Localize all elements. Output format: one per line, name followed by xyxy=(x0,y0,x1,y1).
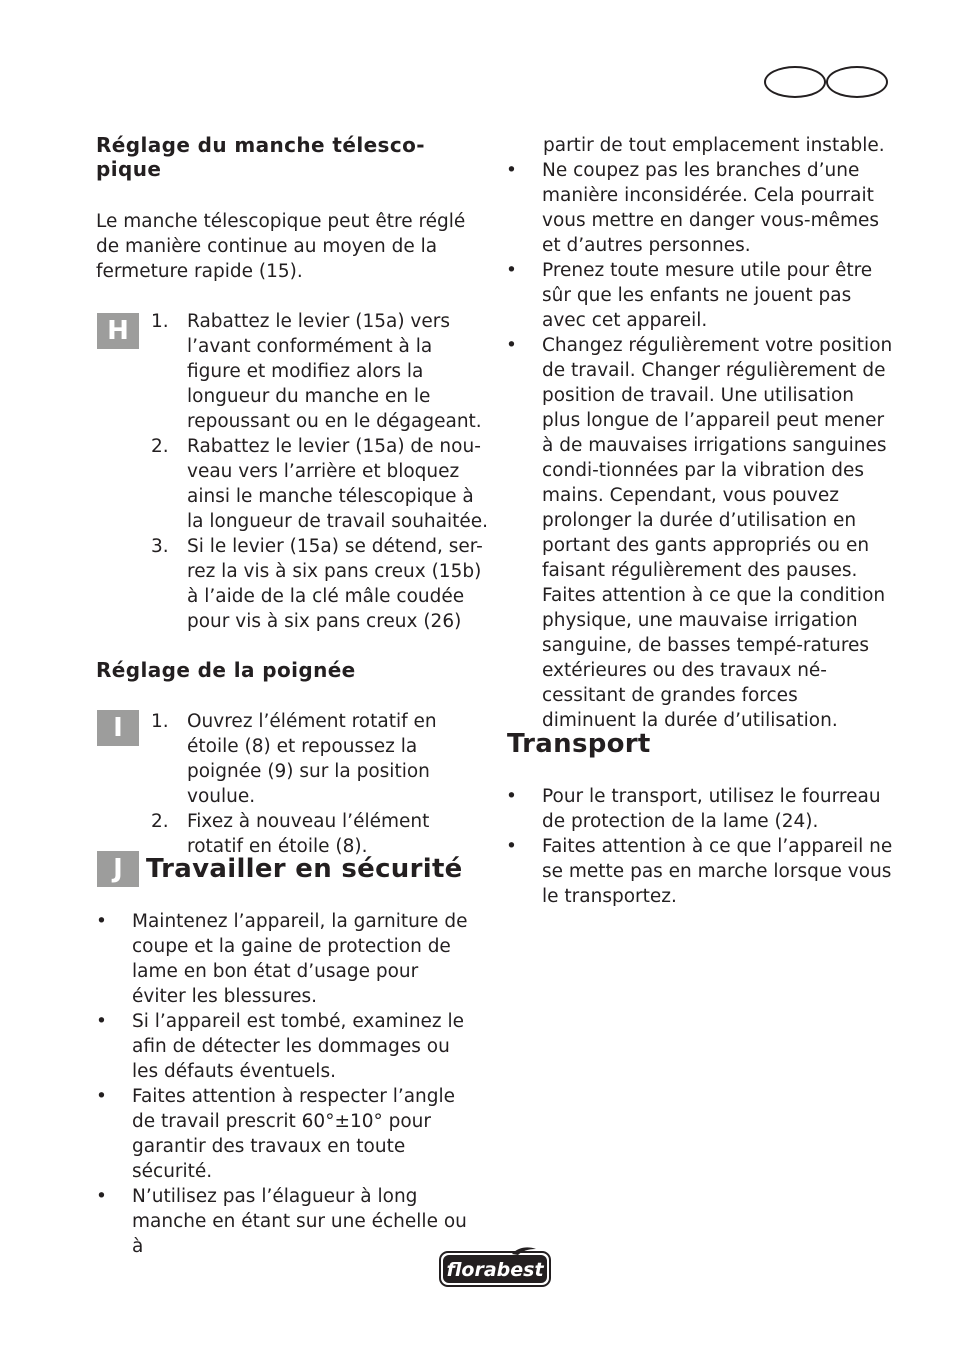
safety-right-item-2 xyxy=(506,258,894,333)
bullet-icon: • xyxy=(96,1011,107,1032)
telescopic-step-2 xyxy=(151,434,491,534)
telescopic-step-3 xyxy=(151,534,491,634)
bullet-text: Pour le transport, utilisez le fourreau de protection de la lame (24). xyxy=(542,786,881,832)
transport-item-2 xyxy=(506,834,894,909)
florabest-logo xyxy=(438,1246,552,1288)
transport-item-1 xyxy=(506,784,894,834)
steps-list-h xyxy=(151,309,491,634)
handle-step-2 xyxy=(151,809,491,859)
step-text: Rabattez le levier (15a) vers l’avant conformément à la figure et modifiez alors la longueur du manche en le repoussant ou en le dégageant. xyxy=(187,311,482,432)
safety-left-item-2 xyxy=(96,1009,472,1084)
bullet-icon: • xyxy=(506,335,517,356)
bullet-text: Ne coupez pas les branches d’une manière inconsidérée. Cela pourrait vous mettre en danger vous-mêmes et d’autres personnes. xyxy=(542,160,880,256)
bullet-icon: • xyxy=(506,160,517,181)
figure-label-h: H xyxy=(97,313,139,349)
heading-handle: Réglage de la poignée xyxy=(96,658,356,682)
logo-wordmark: florabest xyxy=(446,1259,544,1281)
safety-right-item-3 xyxy=(506,333,894,733)
bullet-icon: • xyxy=(506,260,517,281)
telescopic-step-1 xyxy=(151,309,491,434)
language-oval-left xyxy=(764,66,826,98)
transport-bullets xyxy=(506,784,894,909)
step-text: Fixez à nouveau l’élément rotatif en étoile (8). xyxy=(187,811,430,857)
safety-bullets-left xyxy=(96,909,472,1259)
handle-step-1 xyxy=(151,709,491,809)
step-number: 1. xyxy=(151,311,169,332)
step-text: Si le levier (15a) se détend, ser-rez la vis à six pans creux (15b) à l’aide de la clé mâle coudée pour vis à six pans creux (26) xyxy=(187,536,483,632)
bullet-icon: • xyxy=(96,1086,107,1107)
bullet-icon: • xyxy=(96,1186,107,1207)
step-number: 2. xyxy=(151,436,169,457)
safety-left-item-3 xyxy=(96,1084,472,1184)
continuation-line: partir de tout emplacement instable. xyxy=(543,135,885,156)
step-number: 1. xyxy=(151,711,169,732)
safety-left-item-4 xyxy=(96,1184,472,1259)
safety-left-item-1 xyxy=(96,909,472,1009)
step-text: Ouvrez l’élément rotatif en étoile (8) et repoussez la poignée (9) sur la position voulue. xyxy=(187,711,437,807)
heading-telescopic-handle: Réglage du manche télesco- pique xyxy=(96,133,425,181)
bullet-text: Faites attention à respecter l’angle de travail prescrit 60°±10° pour garantir des travaux en toute sécurité. xyxy=(132,1086,456,1182)
bullet-icon: • xyxy=(506,836,517,857)
safety-bullets-right xyxy=(506,158,894,733)
language-indicator xyxy=(764,66,890,100)
step-number: 2. xyxy=(151,811,169,832)
steps-list-i xyxy=(151,709,491,859)
intro-paragraph: Le manche télescopique peut être réglé de manière continue au moyen de la fermeture rapide (15). xyxy=(96,211,466,282)
bullet-icon: • xyxy=(506,786,517,807)
figure-label-j: J xyxy=(97,851,139,887)
figure-label-i: I xyxy=(97,710,139,746)
language-oval-right xyxy=(826,66,888,98)
heading-work-safely: Travailler en sécurité xyxy=(146,854,463,884)
bullet-text: N’utilisez pas l’élagueur à long manche en étant sur une échelle ou à xyxy=(132,1186,467,1257)
bullet-icon: • xyxy=(96,911,107,932)
bullet-text: Changez régulièrement votre position de travail. Changer régulièrement de position de travail. Une utilisation plus longue de l’appareil peut mener à de mauvaises irrigations sanguines condi-tionnées par la vibration des mains. Cependant, vous pouvez prolonger la durée d’utilisation en portant des gants appropriés ou en faisant régulièrement des pauses. Faites attention à ce que la condition physique, une mauvaise irrigation sanguine, de basses tempé-ratures extérieures ou des travaux né-cessitant de grandes forces diminuent la durée d’utilisation. xyxy=(542,335,893,731)
logo-graphic xyxy=(438,1246,552,1288)
bullet-text: Si l’appareil est tombé, examinez le afin de détecter les dommages ou les défauts éventuels. xyxy=(132,1011,465,1082)
heading-transport: Transport xyxy=(507,729,651,759)
bullet-text: Faites attention à ce que l’appareil ne se mette pas en marche lorsque vous le transportez. xyxy=(542,836,893,907)
bullet-text: Prenez toute mesure utile pour être sûr que les enfants ne jouent pas avec cet appareil. xyxy=(542,260,873,331)
step-text: Rabattez le levier (15a) de nou-veau vers l’arrière et bloquez ainsi le manche télescopique à la longueur de travail souhaitée. xyxy=(187,436,489,532)
bullet-text: Maintenez l’appareil, la garniture de coupe et la gaine de protection de lame en bon état d’usage pour éviter les blessures. xyxy=(132,911,468,1007)
safety-right-item-1 xyxy=(506,158,894,258)
step-number: 3. xyxy=(151,536,169,557)
